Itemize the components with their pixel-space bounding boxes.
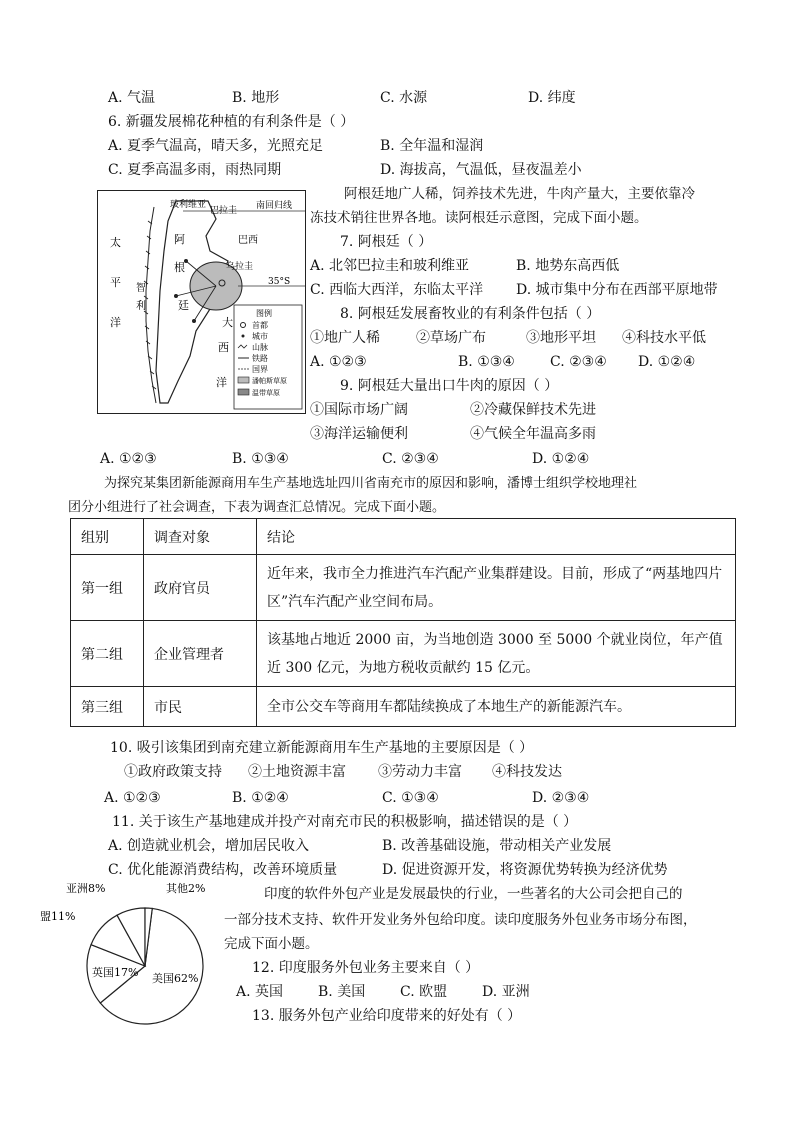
legend-item-border: 国界	[252, 365, 268, 374]
q10-item-3: ③劳动力丰富	[378, 764, 462, 780]
map-label-pacific-1: 太	[110, 236, 121, 249]
legend-grassland-icon	[238, 389, 249, 395]
map-label-argentina-2: 根	[174, 261, 185, 274]
q5-option-b: B. 地形	[232, 90, 280, 106]
q7-option-b: B. 地势东高西低	[516, 258, 620, 274]
city-marker	[192, 319, 196, 323]
argentina-intro-line-2: 冻技术销往世界各地。读阿根廷示意图，完成下面小题。	[310, 210, 648, 226]
nanchong-intro-line-1: 为探究某集团新能源商用车生产基地选址四川省南充市的原因和影响，潘博士组织学校地理社	[104, 476, 638, 491]
table-cell-target: 政府官员	[144, 555, 257, 621]
legend-city-icon	[242, 335, 245, 338]
table-cell-group: 第二组	[71, 621, 144, 687]
table-header-group: 组别	[71, 519, 144, 555]
pie-label-4: 其他2%	[166, 882, 206, 895]
q9-item-3: ③海洋运输便利	[310, 426, 408, 442]
q9-option-b: B. ①③④	[232, 451, 289, 467]
table-cell-group: 第一组	[71, 555, 144, 621]
q11-option-b: B. 改善基础设施，带动相关产业发展	[382, 838, 612, 854]
map-label-argentina-1: 阿	[174, 233, 185, 246]
q9-item-4: ④气候全年温高多雨	[470, 426, 596, 442]
q8-option-b: B. ①③④	[458, 354, 515, 370]
pie-chart-svg	[40, 878, 220, 1028]
q10-option-d: D. ②③④	[532, 790, 590, 806]
q12-option-c: C. 欧盟	[400, 984, 448, 1000]
city-marker	[174, 294, 178, 298]
table-row	[71, 555, 736, 621]
india-pie-chart	[40, 878, 220, 1028]
q12-option-a: A. 英国	[236, 984, 284, 1000]
q6-option-b: B. 全年温和湿润	[380, 138, 484, 154]
table-header-row	[71, 519, 736, 555]
table-header-conclusion: 结论	[257, 519, 736, 555]
legend-item-grassland: 温带草原	[252, 389, 280, 397]
q8-item-3: ③地形平坦	[526, 330, 596, 346]
map-label-atlantic-3: 洋	[216, 376, 227, 389]
q9-item-1: ①国际市场广阔	[310, 402, 408, 418]
pie-label-0: 美国62%	[152, 972, 199, 985]
q6-option-d: D. 海拔高，气温低，昼夜温差小	[380, 162, 582, 178]
legend-item-railway: 铁路	[252, 354, 268, 363]
map-label-brazil: 巴西	[238, 235, 258, 246]
q8-option-c: C. ②③④	[550, 354, 607, 370]
q10-stem: 10. 吸引该集团到南充建立新能源商用车生产基地的主要原因是（ ）	[110, 740, 534, 756]
map-label-chile-2: 利	[136, 301, 146, 312]
map-label-35s: 35°S	[268, 277, 291, 287]
q10-option-c: C. ①③④	[382, 790, 439, 806]
nanchong-intro-line-2: 团分小组进行了社会调查，下表为调查汇总情况。完成下面小题。	[68, 500, 446, 515]
q11-option-d: D. 促进资源开发，将资源优势转换为经济优势	[382, 862, 668, 878]
q6-option-a: A. 夏季气温高，晴天多，光照充足	[108, 138, 324, 154]
table-cell-target: 市民	[144, 687, 257, 727]
pie-label-3: 亚洲8%	[66, 882, 106, 895]
argentina-map	[97, 190, 306, 414]
survey-table	[70, 518, 736, 727]
map-label-pacific-2: 平	[110, 276, 121, 289]
q9-stem: 9. 阿根廷大量出口牛肉的原因（ ）	[340, 378, 559, 394]
q8-option-a: A. ①②③	[310, 354, 367, 370]
table-cell-conclusion: 近年来，我市全力推进汽车汽配产业集群建设。目前，形成了“两基地四片区”汽车汽配产业空间布局。	[257, 555, 736, 621]
map-label-bolivia: 玻利维亚	[170, 200, 207, 210]
q8-item-2: ②草场广布	[416, 330, 486, 346]
q9-option-d: D. ①②④	[532, 451, 590, 467]
q7-option-c: C. 西临大西洋，东临太平洋	[310, 282, 484, 298]
q8-stem: 8. 阿根廷发展畜牧业的有利条件包括（ ）	[340, 306, 601, 322]
q12-stem: 12. 印度服务外包业务主要来自（ ）	[252, 960, 480, 976]
map-label-atlantic-2: 西	[218, 341, 229, 354]
q11-stem: 11. 关于该生产基地建成并投产对南充市民的积极影响，描述错误的是（ ）	[112, 814, 578, 830]
q5-option-c: C. 水源	[380, 90, 428, 106]
legend-pampas-icon	[238, 377, 249, 383]
table-cell-group: 第三组	[71, 687, 144, 727]
map-label-argentina-3: 廷	[178, 299, 189, 312]
q7-option-a: A. 北邻巴拉圭和玻利维亚	[310, 258, 470, 274]
india-intro-line-2: 一部分技术支持、软件开发业务外包给印度。读印度服务外包业务市场分布图，	[224, 912, 697, 928]
map-label-pacific-3: 洋	[110, 316, 121, 329]
q6-option-c: C. 夏季高温多雨，雨热同期	[108, 162, 282, 178]
q10-item-2: ②土地资源丰富	[248, 764, 346, 780]
map-label-paraguay: 巴拉圭	[210, 206, 238, 216]
q10-option-a: A. ①②③	[104, 790, 161, 806]
q8-option-d: D. ①②④	[638, 354, 696, 370]
q5-option-d: D. 纬度	[528, 90, 576, 106]
q10-item-1: ①政府政策支持	[124, 764, 222, 780]
table-cell-conclusion: 全市公交车等商用车都陆续换成了本地生产的新能源汽车。	[257, 687, 736, 727]
legend-item-pampas: 潘帕斯草原	[252, 377, 287, 385]
map-label-uruguay: 乌拉圭	[226, 262, 254, 272]
legend-title: 图例	[256, 309, 272, 318]
q13-stem: 13. 服务外包产业给印度带来的好处有（ ）	[252, 1008, 522, 1024]
q8-item-1: ①地广人稀	[310, 330, 380, 346]
q12-option-b: B. 美国	[318, 984, 366, 1000]
q9-option-c: C. ②③④	[382, 451, 439, 467]
legend-item-mountain: 山脉	[252, 343, 268, 352]
pie-label-1: 英国17%	[92, 966, 139, 979]
q6-stem: 6. 新疆发展棉花种植的有利条件是（ ）	[108, 114, 355, 130]
q7-option-d: D. 城市集中分布在西部平原地带	[516, 282, 718, 298]
q5-option-a: A. 气温	[108, 90, 156, 106]
pie-label-2: 盟11%	[40, 910, 76, 923]
q10-option-b: B. ①②④	[232, 790, 289, 806]
argentina-map-svg	[98, 191, 305, 413]
q11-option-c: C. 优化能源消费结构，改善环境质量	[108, 862, 338, 878]
map-label-atlantic-1: 大	[222, 316, 233, 329]
q12-option-d: D. 亚洲	[482, 984, 530, 1000]
table-header-target: 调查对象	[144, 519, 257, 555]
table-cell-target: 企业管理者	[144, 621, 257, 687]
q10-item-4: ④科技发达	[492, 764, 562, 780]
q9-option-a: A. ①②③	[100, 451, 157, 467]
table-row	[71, 621, 736, 687]
table-cell-conclusion: 该基地占地近 2000 亩，为当地创造 3000 至 5000 个就业岗位，年产值近 300 亿元，为地方税收贡献约 15 亿元。	[257, 621, 736, 687]
q8-item-4: ④科技水平低	[622, 330, 706, 346]
map-label-chile-1: 智	[136, 283, 146, 294]
india-intro-line-3: 完成下面小题。	[224, 936, 319, 952]
legend-item-capital: 首都	[252, 321, 268, 330]
q11-option-a: A. 创造就业机会，增加居民收入	[108, 838, 310, 854]
q9-item-2: ②冷藏保鲜技术先进	[470, 402, 596, 418]
q7-stem: 7. 阿根廷（ ）	[340, 234, 433, 250]
table-row	[71, 687, 736, 727]
legend-item-city: 城市	[252, 332, 268, 341]
map-legend	[234, 305, 302, 409]
argentina-intro-line-1: 阿根廷地广人稀，饲养技术先进，牛肉产量大，主要依靠冷	[344, 186, 695, 202]
india-intro-line-1: 印度的软件外包产业是发展最快的行业，一些著名的大公司会把自己的	[264, 886, 683, 902]
map-label-tropic: 南回归线	[256, 201, 293, 211]
